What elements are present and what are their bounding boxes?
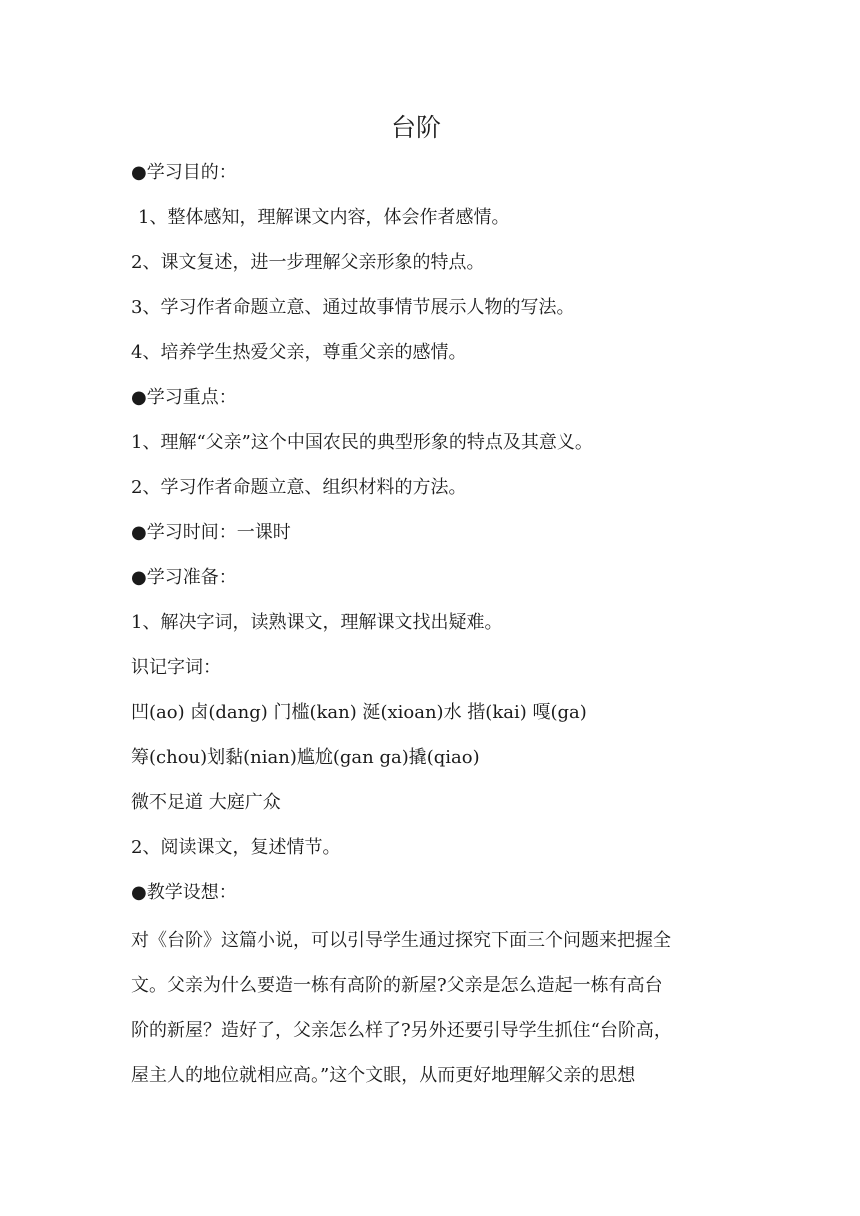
vocabulary-line-2: 筹(chou)划黏(nian)尴尬(gan ga)撬(qiao)	[131, 747, 480, 768]
teaching-ideas-paragraph	[131, 918, 731, 1098]
objective-item-2: 2、课文复述，进一步理解父亲形象的特点。	[131, 252, 485, 273]
section-heading-preparation: ●学习准备：	[131, 567, 237, 588]
objective-item-4: 4、培养学生热爱父亲，尊重父亲的感情。	[131, 342, 467, 363]
section-heading-key-points: ●学习重点：	[131, 387, 237, 408]
key-point-item-2: 2、学习作者命题立意、组织材料的方法。	[131, 477, 467, 498]
paragraph-line: 阶的新屋？造好了，父亲怎么样了?另外还要引导学生抓住“台阶高，	[131, 1020, 672, 1041]
preparation-item-2: 2、阅读课文，复述情节。	[131, 837, 341, 858]
objective-item-3: 3、学习作者命题立意、通过故事情节展示人物的写法。	[131, 297, 575, 318]
vocabulary-line-3: 微不足道 大庭广众	[131, 792, 281, 813]
key-point-item-1: 1、理解“父亲”这个中国农民的典型形象的特点及其意义。	[131, 432, 593, 453]
section-heading-objectives: ●学习目的：	[131, 162, 237, 183]
paragraph-line: 屋主人的地位就相应高。”这个文眼，从而更好地理解父亲的思想	[131, 1065, 636, 1086]
section-heading-teaching-ideas: ●教学设想：	[131, 882, 237, 903]
paragraph-line: 对《台阶》这篇小说，可以引导学生通过探究下面三个问题来把握全	[131, 930, 671, 951]
section-heading-time: ●学习时间：一课时	[131, 522, 291, 543]
vocabulary-line-1: 凹(ao) 卤(dang) 门槛(kan) 涎(xioan)水 揩(kai) 嘎(ga)	[131, 702, 587, 723]
preparation-item-1: 1、解决字词，读熟课文，理解课文找出疑难。	[131, 612, 503, 633]
document-title: 台阶	[390, 113, 441, 142]
objective-item-1: 1、整体感知，理解课文内容，体会作者感情。	[138, 207, 510, 228]
paragraph-line: 文。父亲为什么要造一栋有高阶的新屋?父亲是怎么造起一栋有高台	[131, 975, 663, 996]
vocabulary-label: 识记字词：	[131, 657, 221, 678]
